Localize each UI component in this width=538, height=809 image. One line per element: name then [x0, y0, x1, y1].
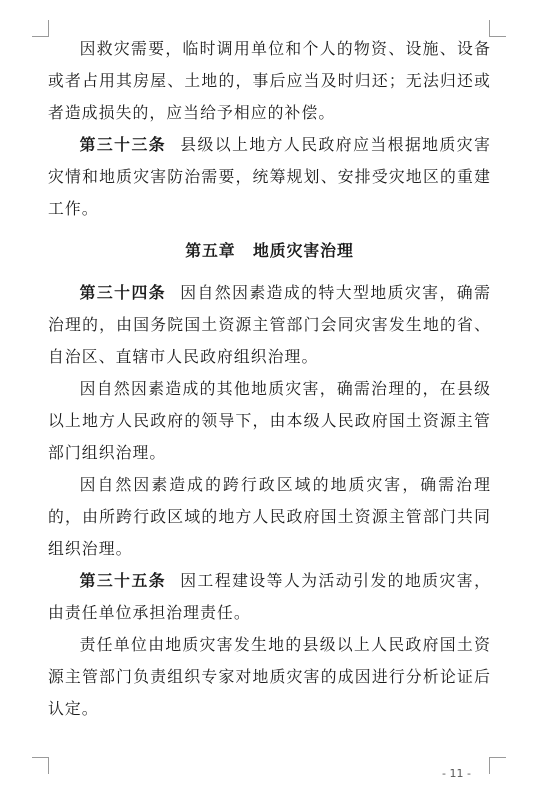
paragraph-other-disasters — [48, 373, 491, 469]
crop-mark-bottom-right — [489, 757, 506, 774]
article-35 — [48, 565, 491, 629]
paragraph-text: 责任单位由地质灾害发生地的县级以上人民政府国土资源主管部门负责组织专家对地质灾害的成因进行分析论证后认定。 — [48, 635, 491, 718]
article-33 — [48, 129, 491, 225]
paragraph-text: 因救灾需要，临时调用单位和个人的物资、设施、设备或者占用其房屋、土地的，事后应当及时归还；无法归还或者造成损失的，应当给予相应的补偿。 — [48, 39, 491, 122]
article-number: 第三十四条 — [79, 283, 167, 302]
crop-mark-top-right — [489, 20, 506, 37]
page-number: - 11 - — [442, 767, 471, 780]
article-text: 因工程建设等人为活动引发的地质灾害，由责任单位承担治理责任。 — [48, 571, 491, 622]
paragraph-text: 因自然因素造成的其他地质灾害，确需治理的，在县级以上地方人民政府的领导下，由本级人民政府国土资源主管部门组织治理。 — [48, 379, 491, 462]
chapter-title: 地质灾害治理 — [252, 241, 354, 260]
paragraph-text: 因自然因素造成的跨行政区域的地质灾害，确需治理的，由所跨行政区域的地方人民政府国土资源主管部门共同组织治理。 — [48, 475, 491, 558]
document-body — [48, 33, 491, 725]
chapter-number: 第五章 — [185, 241, 236, 260]
paragraph-responsible-unit — [48, 629, 491, 725]
article-number: 第三十三条 — [79, 135, 167, 154]
chapter-heading — [48, 235, 491, 267]
crop-mark-top-left — [32, 20, 49, 37]
paragraph-cross-region — [48, 469, 491, 565]
crop-mark-bottom-left — [32, 757, 49, 774]
article-text: 因自然因素造成的特大型地质灾害，确需治理的，由国务院国土资源主管部门会同灾害发生地的省、自治区、直辖市人民政府组织治理。 — [48, 283, 491, 366]
article-number: 第三十五条 — [79, 571, 167, 590]
article-text: 县级以上地方人民政府应当根据地质灾害灾情和地质灾害防治需要，统筹规划、安排受灾地区的重建工作。 — [48, 135, 491, 218]
paragraph-relief-requisition — [48, 33, 491, 129]
article-34 — [48, 277, 491, 373]
